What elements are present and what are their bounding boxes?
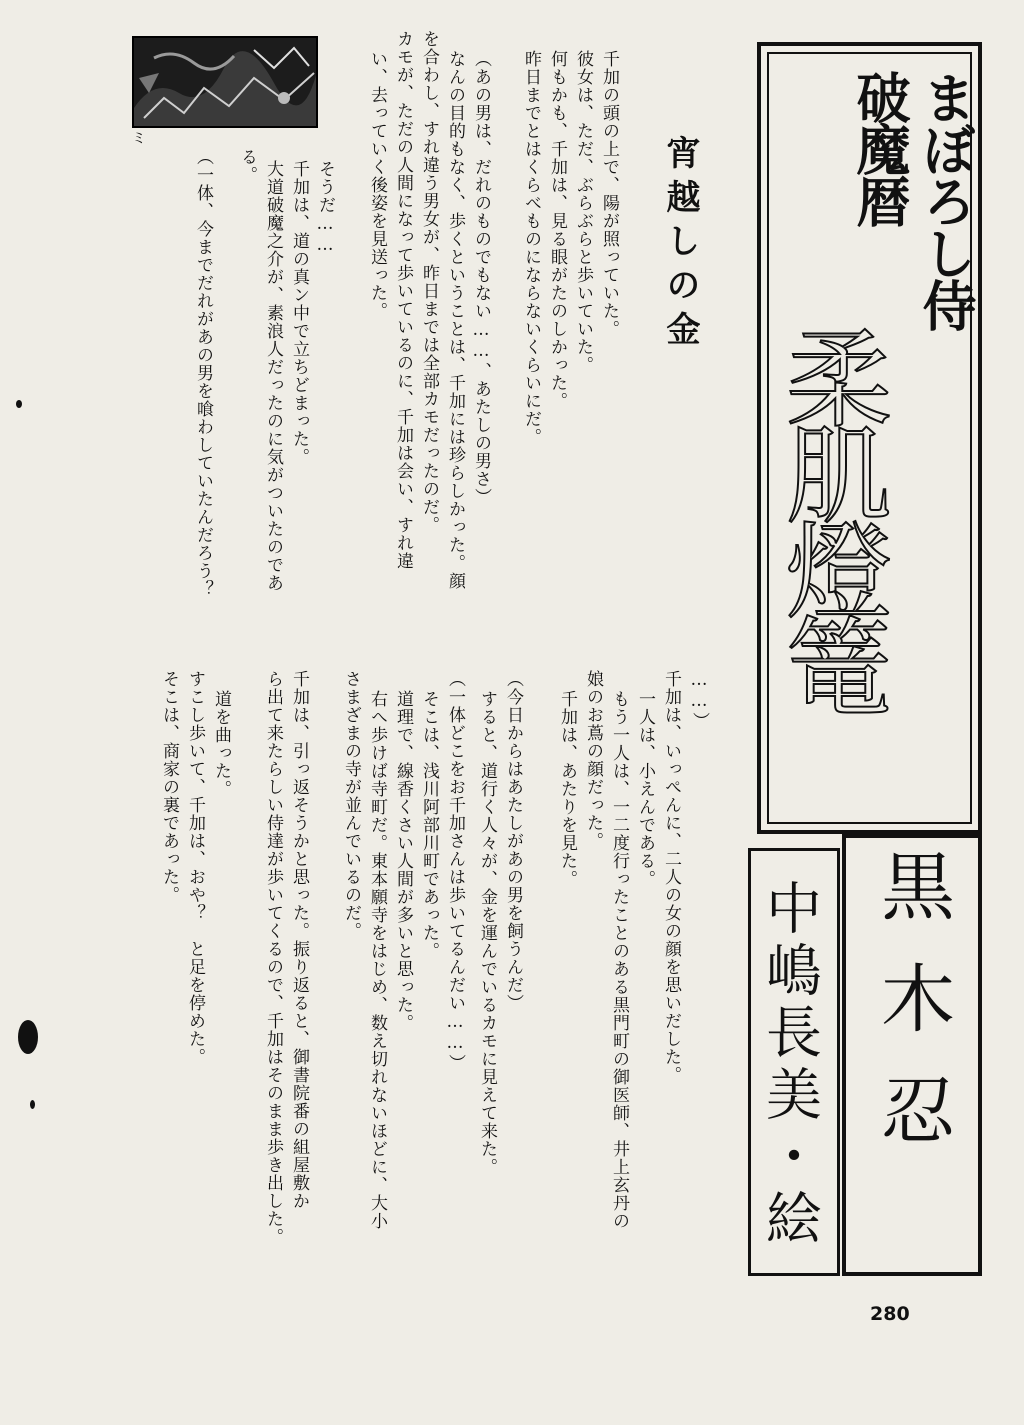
upper-text-line: 千加の頭の上で、陽が照っていた。	[599, 50, 619, 338]
lower-text-line: 道理で、線香くさい人間が多いと思った。	[393, 690, 413, 1032]
upper-text-line: を合わし、すれ違う男女が、昨日までは全部カモだったのだ。	[419, 30, 439, 534]
ink-illustration	[134, 38, 318, 128]
title-frame	[757, 42, 982, 834]
upper-text-line: そうだ……	[315, 160, 335, 256]
lower-text-line: 一人は、小えんである。	[635, 690, 655, 888]
lower-text-line: ら出て来たらしい侍達が歩いてくるので、千加はそのまま歩き出した。	[263, 670, 283, 1246]
series-title-line2: 破魔暦	[848, 70, 912, 226]
upper-text-line: い、去っていく後姿を見送った。	[367, 50, 387, 320]
illustrator-credit: 中嶋長美・絵	[757, 879, 822, 1251]
upper-text-line: 昨日までとはくらべものにならないくらいにだ。	[521, 50, 541, 446]
lower-text-line: すこし歩いて、千加は、おや？ と足を停めた。	[185, 670, 205, 1066]
lower-text-line: そこは、浅川阿部川町であった。	[419, 690, 439, 960]
title-frame-inner	[767, 52, 978, 824]
lower-text-line: すると、道行く人々が、金を運んでいるカモに見えて来た。	[477, 690, 497, 1176]
lower-text-line: （一体どこをお千加さんは歩いてるんだい……）	[445, 670, 465, 1072]
upper-text-line: なんの目的もなく、歩くということは、千加には珍らしかった。顔	[445, 50, 465, 590]
ink-speck	[18, 1020, 38, 1054]
upper-text-line: 彼女は、ただ、ぶらぶらと歩いていた。	[573, 50, 593, 374]
illustrator-frame	[748, 848, 840, 1276]
upper-text-line: （あの男は、だれのものでもない……、あたしの男さ）	[471, 50, 491, 506]
lower-text-line: さまざまの寺が並んでいるのだ。	[341, 670, 361, 940]
lower-text-line: 娘のお蔦の顔だった。	[583, 670, 603, 850]
author-frame	[842, 834, 982, 1276]
cut-caption: ミ	[132, 131, 146, 147]
lower-text-line: 千加は、引っ返そうかと思った。振り返ると、御書院番の組屋敷か	[289, 670, 309, 1210]
chapter-title: 宵越しの金	[660, 135, 700, 355]
series-title-line1: まぼろし侍	[914, 70, 978, 330]
upper-text-line: （一体、今までだれがあの男を喰わしていたんだろう？	[193, 148, 213, 598]
upper-text-line: る。	[237, 148, 257, 184]
lower-text-line: 千加は、あたりを見た。	[557, 690, 577, 888]
lower-text-line: 千加は、いっぺんに、二人の女の顔を思いだした。	[661, 670, 681, 1084]
lower-text-line: ……）	[689, 670, 709, 730]
ink-speck	[16, 400, 22, 408]
ink-speck	[30, 1100, 35, 1109]
lower-text-line: 道を曲った。	[211, 690, 231, 798]
illustration-cut	[132, 36, 318, 128]
lower-text-line: もう一人は、一二度行ったことのある黒門町の御医師、井上玄丹の	[609, 690, 629, 1230]
lower-text-line: 右へ歩けば寺町だ。東本願寺をはじめ、数え切れないほどに、大小	[367, 690, 387, 1230]
page-number: 280	[870, 1303, 910, 1325]
upper-text-line: 千加は、道の真ン中で立ちどまった。	[289, 160, 309, 466]
upper-text-line: カモが、ただの人間になって歩いているのに、千加は会い、すれ違	[393, 30, 413, 570]
lower-text-line: （今日からはあたしがあの男を飼うんだ）	[503, 670, 523, 1012]
upper-text-line: 大道破魔之介が、素浪人だったのに気がついたのであ	[263, 160, 283, 592]
author-name: 黒木忍	[869, 848, 955, 1184]
story-title: 柔肌燈篭	[769, 324, 892, 708]
upper-text-line: 何もかも、千加は、見る眼がたのしかった。	[547, 50, 567, 410]
lower-text-line: そこは、商家の裏であった。	[159, 670, 179, 904]
